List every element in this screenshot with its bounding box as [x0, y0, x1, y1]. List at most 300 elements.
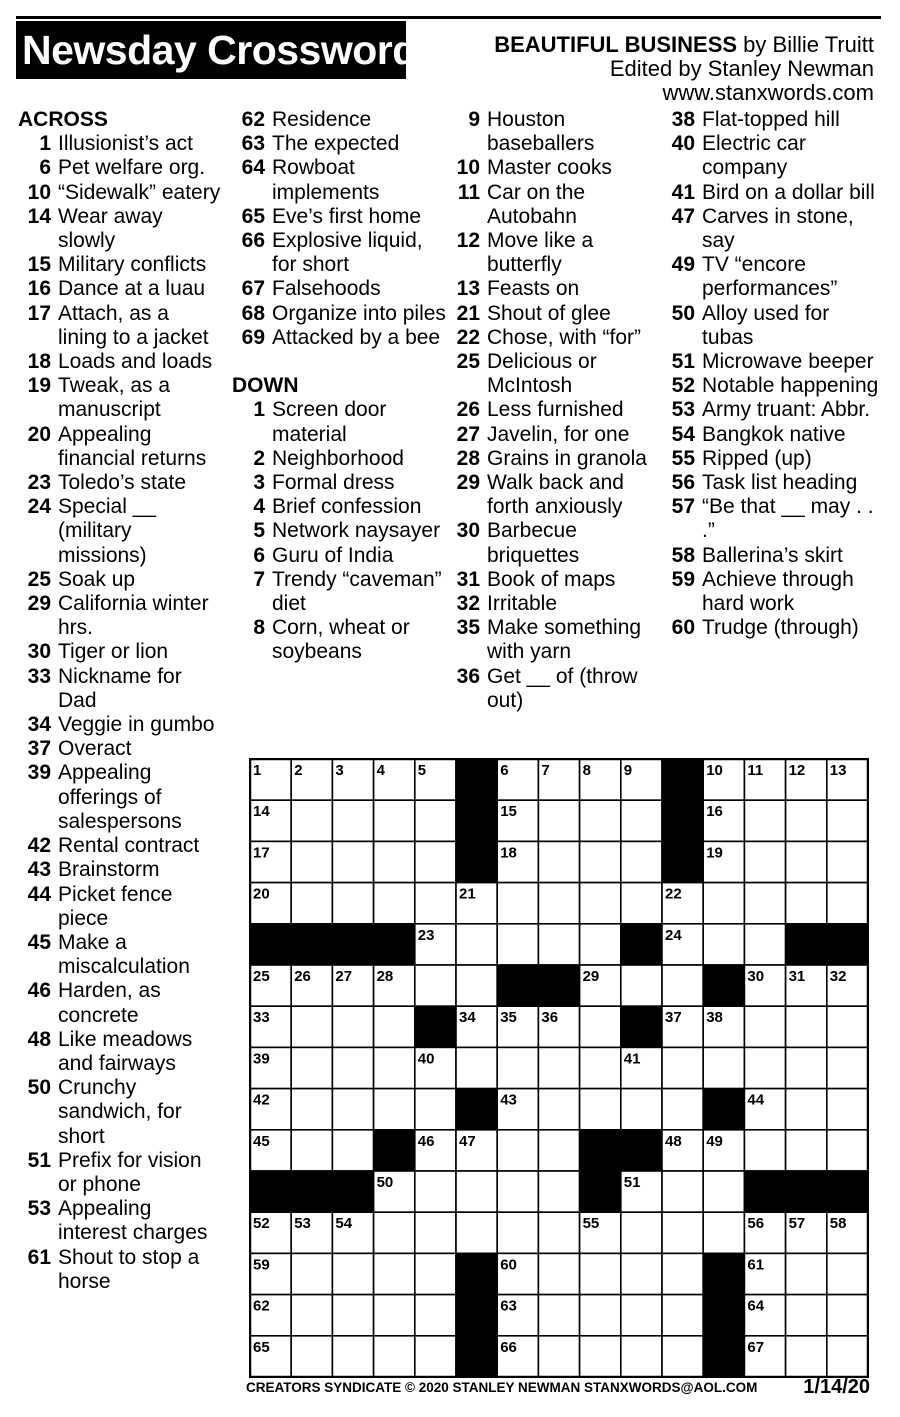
grid-cell[interactable]	[744, 1047, 785, 1088]
grid-cell[interactable]	[456, 965, 497, 1006]
clue-number: 68	[241, 301, 265, 325]
clue-number: 6	[39, 156, 51, 180]
cell-number: 44	[747, 1091, 765, 1109]
clue-text: Army truant: Abbr.	[702, 398, 871, 422]
across-clue-65	[232, 205, 447, 229]
grid-cell[interactable]	[538, 883, 579, 924]
grid-cell[interactable]	[827, 1089, 868, 1130]
cell-number: 36	[541, 1009, 559, 1027]
grid-cell[interactable]	[415, 965, 456, 1006]
grid-cell[interactable]	[374, 841, 415, 882]
cell-number: 15	[500, 803, 517, 821]
grid-cell[interactable]	[415, 841, 456, 882]
clue-number: 47	[671, 204, 695, 228]
black-square	[621, 1006, 662, 1047]
grid-cell[interactable]	[621, 965, 662, 1006]
grid-cell[interactable]	[415, 800, 456, 841]
cell-number: 20	[253, 885, 270, 903]
grid-cell[interactable]	[538, 1047, 579, 1088]
grid-cell[interactable]	[415, 1089, 456, 1130]
clue-number: 29	[27, 592, 51, 616]
grid-cell[interactable]	[786, 800, 827, 841]
down-clue-31	[447, 568, 662, 592]
grid-cell[interactable]	[580, 924, 621, 965]
grid-cell[interactable]	[497, 1047, 538, 1088]
grid-cell[interactable]	[291, 1089, 332, 1130]
grid-cell[interactable]	[456, 1047, 497, 1088]
clue-text: Crunchy sandwich, for short	[58, 1076, 182, 1148]
grid-cell[interactable]	[415, 1253, 456, 1294]
grid-cell[interactable]	[456, 924, 497, 965]
cell-number: 55	[582, 1215, 600, 1233]
black-square	[456, 1295, 497, 1336]
cell-number: 39	[253, 1050, 270, 1068]
across-clue-64	[232, 156, 447, 204]
grid-cell[interactable]	[415, 1212, 456, 1253]
grid-cell[interactable]	[374, 1253, 415, 1294]
grid-cell[interactable]	[497, 883, 538, 924]
grid-cell[interactable]	[538, 1212, 579, 1253]
down-clue-40	[662, 132, 882, 180]
cell-number: 58	[829, 1215, 847, 1233]
clue-text: Veggie in gumbo	[58, 713, 215, 737]
across-clue-50	[18, 1076, 223, 1149]
grid-cell[interactable]	[744, 883, 785, 924]
grid-cell[interactable]	[332, 1130, 373, 1171]
grid-cell[interactable]	[621, 883, 662, 924]
clue-number: 64	[241, 156, 265, 180]
grid-cell[interactable]	[786, 883, 827, 924]
down-clue-58	[662, 544, 882, 568]
cell-number: 49	[706, 1132, 723, 1150]
black-square	[456, 841, 497, 882]
grid-cell[interactable]	[291, 1047, 332, 1088]
grid-cell[interactable]	[497, 1212, 538, 1253]
clue-column-1	[18, 108, 223, 1294]
clue-text: Trendy “caveman” diet	[272, 567, 442, 616]
down-clue-1	[232, 398, 447, 446]
top-rule	[16, 16, 881, 19]
grid-cell[interactable]	[538, 1253, 579, 1294]
down_heading-heading: DOWN	[232, 374, 299, 398]
clue-text: Electric car company	[702, 132, 806, 180]
cell-number: 14	[253, 803, 270, 821]
grid-cell[interactable]	[786, 1336, 827, 1377]
clue-number: 19	[27, 374, 51, 398]
grid-cell[interactable]	[827, 800, 868, 841]
clue-text: Appealing offerings of salespersons	[58, 761, 182, 833]
grid-cell[interactable]	[744, 800, 785, 841]
down-clue-55	[662, 447, 882, 471]
grid-cell[interactable]	[374, 1006, 415, 1047]
grid-cell[interactable]	[291, 883, 332, 924]
cell-number: 19	[706, 844, 723, 862]
cell-number: 43	[500, 1091, 517, 1109]
grid-cell[interactable]	[538, 841, 579, 882]
down-clue-27	[447, 423, 662, 447]
clue-number: 52	[671, 374, 695, 398]
clue-text: Organize into piles	[272, 301, 446, 325]
clue-text: Houston baseballers	[487, 108, 595, 156]
clue-number: 10	[27, 180, 51, 204]
across-clue-30	[18, 640, 223, 664]
grid-cell[interactable]	[332, 1089, 373, 1130]
cell-number: 4	[376, 762, 385, 779]
puzzle-title: BEAUTIFUL BUSINESS	[494, 32, 738, 57]
clue-text: Falsehoods	[272, 277, 381, 301]
black-square	[744, 1171, 785, 1212]
grid-cell[interactable]	[415, 1295, 456, 1336]
clue-text: Attach, as a lining to a jacket	[58, 301, 209, 349]
black-square	[332, 924, 373, 965]
grid-cell[interactable]	[456, 1171, 497, 1212]
grid-cell[interactable]	[744, 841, 785, 882]
grid-cell[interactable]	[580, 1336, 621, 1377]
cell-number: 54	[335, 1215, 353, 1233]
grid-cell[interactable]	[538, 924, 579, 965]
grid-cell[interactable]	[332, 1047, 373, 1088]
black-square	[291, 924, 332, 965]
grid-cell[interactable]	[291, 800, 332, 841]
across-clue-15	[18, 253, 223, 277]
clue-text: Military conflicts	[58, 253, 207, 277]
clue-text: Alloy used for tubas	[702, 301, 830, 349]
cell-number: 62	[253, 1297, 270, 1315]
grid-cell[interactable]	[291, 1295, 332, 1336]
black-square	[580, 1171, 621, 1212]
grid-cell[interactable]	[786, 1295, 827, 1336]
grid-cell[interactable]	[332, 1295, 373, 1336]
cell-number: 24	[665, 926, 682, 944]
grid-cell[interactable]	[538, 1089, 579, 1130]
black-square	[703, 1253, 744, 1294]
grid-cell[interactable]	[662, 1089, 703, 1130]
grid-cell[interactable]	[786, 1130, 827, 1171]
down-clue-10	[447, 156, 662, 180]
clue-number: 51	[27, 1148, 51, 1172]
cell-number: 38	[706, 1009, 723, 1027]
grid-cell[interactable]	[703, 883, 744, 924]
grid-cell[interactable]	[415, 883, 456, 924]
down-clue-38	[662, 108, 882, 132]
cell-number: 67	[747, 1338, 765, 1356]
clue-number: 8	[253, 616, 265, 640]
clue-number: 1	[253, 398, 265, 422]
grid-cell[interactable]	[580, 1253, 621, 1294]
clue-text: Notable happening	[702, 374, 879, 398]
clue-text: Carves in stone, say	[702, 204, 854, 253]
clue-text: Ballerina’s skirt	[702, 543, 843, 567]
cell-number: 10	[706, 762, 723, 779]
black-square	[250, 1171, 291, 1212]
across-clue-51	[18, 1149, 223, 1197]
clue-number: 11	[457, 180, 480, 204]
cell-number: 31	[788, 968, 806, 985]
cell-number: 29	[582, 968, 600, 985]
grid-cell[interactable]	[827, 1006, 868, 1047]
across-clue-53	[18, 1197, 223, 1245]
grid-cell[interactable]	[497, 924, 538, 965]
grid-cell[interactable]	[580, 800, 621, 841]
grid-cell[interactable]	[662, 1047, 703, 1088]
across-clue-6	[18, 156, 223, 180]
black-square	[332, 1171, 373, 1212]
grid-cell[interactable]	[662, 1212, 703, 1253]
grid-cell[interactable]	[703, 1047, 744, 1088]
clue-text: Task list heading	[702, 471, 858, 495]
grid-cell[interactable]	[662, 1295, 703, 1336]
cell-number: 63	[500, 1297, 517, 1315]
grid-cell[interactable]	[580, 841, 621, 882]
cell-number: 51	[623, 1174, 641, 1191]
grid-cell[interactable]	[332, 1253, 373, 1294]
grid-cell[interactable]	[621, 1089, 662, 1130]
grid-cell[interactable]	[827, 1253, 868, 1294]
clue-number: 59	[671, 567, 695, 591]
clue-text: “Sidewalk” eatery	[58, 180, 221, 204]
black-square	[250, 924, 291, 965]
cell-number: 23	[417, 926, 435, 944]
cell-number: 48	[665, 1132, 682, 1150]
grid-cell[interactable]	[662, 965, 703, 1006]
grid-cell[interactable]	[374, 1336, 415, 1377]
cell-number: 22	[665, 885, 682, 903]
clue-text: Bangkok native	[702, 422, 846, 446]
grid-cell[interactable]	[291, 841, 332, 882]
grid-cell[interactable]	[374, 1047, 415, 1088]
across-clue-42	[18, 834, 223, 858]
clue-number: 26	[456, 398, 480, 422]
cell-number: 5	[417, 762, 427, 779]
grid-cell[interactable]	[497, 1130, 538, 1171]
grid-cell[interactable]	[621, 1253, 662, 1294]
website: www.stanxwords.com	[662, 80, 874, 105]
cell-number: 12	[788, 762, 806, 779]
across-clue-34	[18, 713, 223, 737]
clue-text: Soak up	[58, 567, 136, 591]
cell-number: 53	[294, 1215, 311, 1233]
black-square	[374, 924, 415, 965]
clue-text: Attacked by a bee	[272, 325, 441, 349]
across-clue-29	[18, 592, 223, 640]
grid-cell[interactable]	[827, 1130, 868, 1171]
grid-cell[interactable]	[827, 883, 868, 924]
across-clue-43	[18, 858, 223, 882]
clue-text: Master cooks	[487, 156, 612, 180]
across-clue-23	[18, 471, 223, 495]
clue-column-4	[662, 108, 882, 640]
grid-cell[interactable]	[827, 1295, 868, 1336]
grid-cell[interactable]	[291, 1253, 332, 1294]
clue-number: 17	[27, 301, 51, 325]
clue-text: Javelin, for one	[487, 422, 630, 446]
clue-number: 50	[27, 1076, 51, 1100]
across-clue-17	[18, 302, 223, 350]
crossword-grid[interactable]	[249, 758, 869, 1378]
grid-cell[interactable]	[332, 883, 373, 924]
clue-text: Pet welfare org.	[58, 156, 206, 180]
grid-cell[interactable]	[786, 1089, 827, 1130]
clue-number: 29	[456, 471, 480, 495]
across-clue-48	[18, 1028, 223, 1076]
grid-cell[interactable]	[662, 1253, 703, 1294]
grid-cell[interactable]	[662, 1171, 703, 1212]
grid-cell[interactable]	[332, 800, 373, 841]
grid-cell[interactable]	[744, 1130, 785, 1171]
grid-cell[interactable]	[621, 1336, 662, 1377]
grid-cell[interactable]	[374, 1295, 415, 1336]
grid-cell[interactable]	[291, 1006, 332, 1047]
grid-cell[interactable]	[291, 1130, 332, 1171]
grid-cell[interactable]	[621, 841, 662, 882]
cell-number: 57	[788, 1215, 806, 1233]
black-square	[538, 965, 579, 1006]
grid-cell[interactable]	[786, 841, 827, 882]
clue-text: “Be that __ may . . .”	[702, 495, 874, 543]
grid-cell[interactable]	[538, 1130, 579, 1171]
grid-cell[interactable]	[374, 1089, 415, 1130]
clue-text: Tiger or lion	[58, 640, 169, 664]
grid-cell[interactable]	[827, 841, 868, 882]
clue-number: 4	[253, 495, 265, 519]
clue-number: 23	[27, 471, 51, 495]
grid-cell[interactable]	[580, 1006, 621, 1047]
clue-number: 36	[456, 664, 480, 688]
grid-cell[interactable]	[786, 1253, 827, 1294]
down-clue-59	[662, 568, 882, 616]
grid-cell[interactable]	[291, 1336, 332, 1377]
clue-text: Make a miscalculation	[58, 930, 190, 979]
grid-cell[interactable]	[703, 924, 744, 965]
clue-number: 62	[241, 108, 265, 131]
grid-cell[interactable]	[580, 1295, 621, 1336]
clue-text: Overact	[58, 737, 132, 761]
grid-cell[interactable]	[703, 1171, 744, 1212]
clue-number: 27	[456, 422, 480, 446]
cell-number: 42	[253, 1091, 270, 1109]
clue-column-2	[232, 108, 447, 665]
grid-cell[interactable]	[580, 1089, 621, 1130]
black-square	[497, 965, 538, 1006]
across-clue-25	[18, 568, 223, 592]
clue-text: Wear away slowly	[58, 204, 163, 253]
grid-cell[interactable]	[744, 924, 785, 965]
black-square	[786, 924, 827, 965]
clue-number: 21	[456, 301, 480, 325]
grid-cell[interactable]	[415, 1171, 456, 1212]
grid-cell[interactable]	[786, 1047, 827, 1088]
grid-cell[interactable]	[538, 1171, 579, 1212]
grid-cell[interactable]	[786, 1006, 827, 1047]
clue-number: 63	[241, 132, 265, 156]
puzzle-header	[494, 33, 874, 105]
grid-cell[interactable]	[374, 1212, 415, 1253]
clue-text: Like meadows and fairways	[58, 1027, 193, 1075]
across-clue-61	[18, 1246, 223, 1294]
clue-number: 20	[27, 422, 51, 446]
clue-number: 49	[671, 253, 695, 277]
black-square	[456, 1253, 497, 1294]
clue-number: 3	[253, 471, 265, 495]
cell-number: 25	[253, 968, 270, 985]
down-clue-9	[447, 108, 662, 156]
grid-cell[interactable]	[374, 883, 415, 924]
grid-cell[interactable]	[703, 1212, 744, 1253]
down-clue-29	[447, 471, 662, 519]
down-clue-12	[447, 229, 662, 277]
grid-cell[interactable]	[827, 1336, 868, 1377]
clue-number: 2	[253, 446, 265, 470]
cell-number: 45	[253, 1132, 270, 1150]
clue-text: Picket fence piece	[58, 882, 173, 930]
clue-number: 30	[27, 640, 51, 664]
grid-cell[interactable]	[332, 841, 373, 882]
grid-cell[interactable]	[538, 800, 579, 841]
clue-number: 44	[27, 882, 51, 906]
clue-number: 67	[241, 277, 265, 301]
grid-cell[interactable]	[621, 1212, 662, 1253]
grid-cell[interactable]	[580, 883, 621, 924]
down-clue-5	[232, 519, 447, 543]
across-clue-66	[232, 229, 447, 277]
down-clue-52	[662, 374, 882, 398]
grid-cell[interactable]	[538, 1295, 579, 1336]
grid-cell[interactable]	[621, 1295, 662, 1336]
grid-cell[interactable]	[332, 1336, 373, 1377]
clue-text: Shout to stop a horse	[58, 1245, 200, 1293]
grid-cell[interactable]	[374, 800, 415, 841]
cell-number: 56	[747, 1215, 765, 1233]
clue-text: Irritable	[487, 592, 558, 616]
black-square	[374, 1130, 415, 1171]
grid-cell[interactable]	[662, 1336, 703, 1377]
grid-cell[interactable]	[827, 1047, 868, 1088]
clue-text: Get __ of (throw out)	[487, 664, 638, 712]
grid-cell[interactable]	[415, 1336, 456, 1377]
clue-text: Bird on a dollar bill	[702, 180, 875, 204]
grid-cell[interactable]	[538, 1336, 579, 1377]
across-clue-39	[18, 761, 223, 834]
grid-cell[interactable]	[497, 1171, 538, 1212]
down-clue-56	[662, 471, 882, 495]
down-clue-26	[447, 398, 662, 422]
grid-cell[interactable]	[744, 1006, 785, 1047]
clue-number: 50	[671, 301, 695, 325]
clue-text: Rental contract	[58, 834, 200, 858]
clue-number: 6	[253, 543, 265, 567]
clue-text: Move like a butterfly	[487, 229, 594, 277]
grid-cell[interactable]	[332, 1006, 373, 1047]
clue-column-3	[447, 108, 662, 713]
clue-number: 33	[27, 664, 51, 688]
down-clue-60	[662, 616, 882, 640]
clue-number: 10	[456, 156, 480, 180]
grid-cell[interactable]	[456, 1212, 497, 1253]
cell-number: 3	[335, 762, 344, 779]
clue-number: 39	[27, 761, 51, 785]
cell-number: 64	[747, 1297, 765, 1315]
clue-text: Screen door material	[272, 398, 387, 446]
cell-number: 7	[541, 762, 550, 779]
across-clue-46	[18, 979, 223, 1027]
down-clue-28	[447, 447, 662, 471]
grid-cell[interactable]	[621, 800, 662, 841]
clue-number: 24	[27, 495, 51, 519]
down-clue-2	[232, 447, 447, 471]
down-clue-3	[232, 471, 447, 495]
grid-cell[interactable]	[580, 1047, 621, 1088]
cell-number: 40	[417, 1050, 435, 1068]
